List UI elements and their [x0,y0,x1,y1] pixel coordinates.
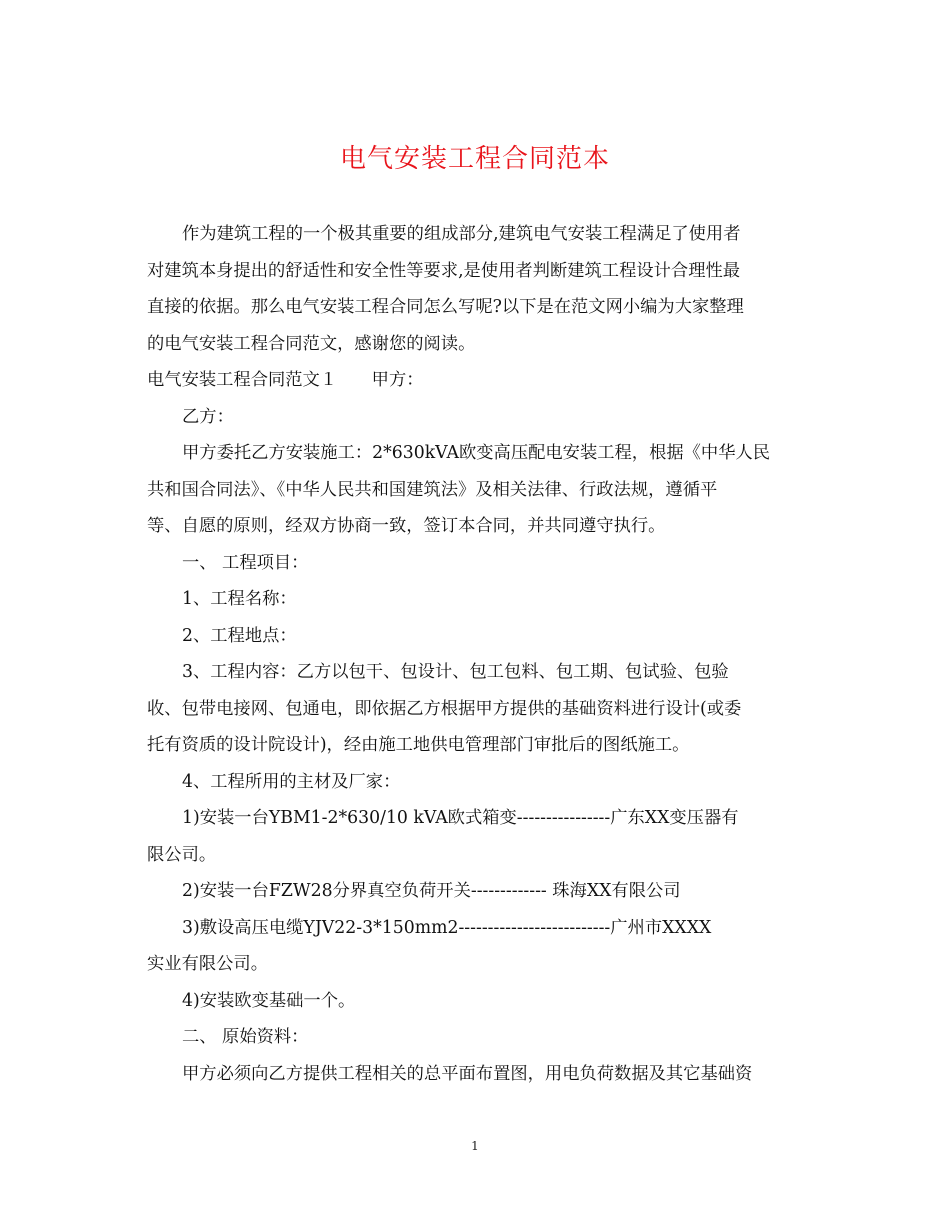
project-name-line: 1、工程名称： [182,589,297,609]
materials-heading: 4、工程所用的主材及厂家： [182,771,401,792]
commission-line-3: 等、自愿的原则，经双方协商一致，签订本合同，并共同遵守执行。 [147,516,666,536]
intro-line-1: 作为建筑工程的一个极其重要的组成部分,建筑电气安装工程满足了使用者 [182,224,741,244]
intro-line-3: 直接的依据。那么电气安装工程合同怎么写呢?以下是在范文网小编为大家整理 [147,297,744,317]
intro-line-4: 的电气安装工程合同范文，感谢您的阅读。 [147,333,476,354]
commission-line-1: 甲方委托乙方安装施工：2*630kVA欧变高压配电安装工程，根据《中华人民 [182,443,771,463]
source-data-line-1: 甲方必须向乙方提供工程相关的总平面布置图，用电负荷数据及其它基础资 [182,1063,753,1084]
project-content-line-3: 托有资质的设计院设计)，经由施工地供电管理部门审批后的图纸施工。 [147,735,690,755]
material-item-3-line-2: 实业有限公司。 [147,954,268,974]
material-item-3-line-1: 3)敷设高压电缆YJV22-3*150mm2--------------------------广州市XXXX [182,917,712,938]
material-item-1-line-2: 限公司。 [147,844,217,865]
contract-heading-party-a: 电气安装工程合同范文１ 甲方： [147,370,424,390]
intro-line-2: 对建筑本身提出的舒适性和安全性等要求,是使用者判断建筑工程设计合理性最 [147,260,741,281]
section-heading-source-data: 二、 原始资料： [182,1027,309,1047]
commission-line-2: 共和国合同法》、《中华人民共和国建筑法》及相关法律、行政法规，遵循平 [147,479,718,500]
section-heading-project: 一、 工程项目： [182,552,309,573]
material-item-2: 2)安装一台FZW28分界真空负荷开关------------- 珠海XX有限公司 [182,881,681,901]
project-content-line-1: 3、工程内容：乙方以包干、包设计、包工包料、包工期、包试验、包验 [182,662,729,682]
material-item-1-line-1: 1)安装一台YBM1-2*630/10 kVA欧式箱变----------------广东XX变压器有 [182,808,739,828]
project-location-line: 2、工程地点： [182,625,297,646]
document-title: 电气安装工程合同范本 [339,144,610,174]
material-item-4: 4)安装欧变基础一个。 [182,990,356,1011]
party-b-line: 乙方： [182,406,234,427]
page-number: 1 [471,1139,479,1153]
project-content-line-2: 收、包带电接网、包通电，即依据乙方根据甲方提供的基础资料进行设计(或委 [147,698,742,719]
document-body [147,216,807,1092]
